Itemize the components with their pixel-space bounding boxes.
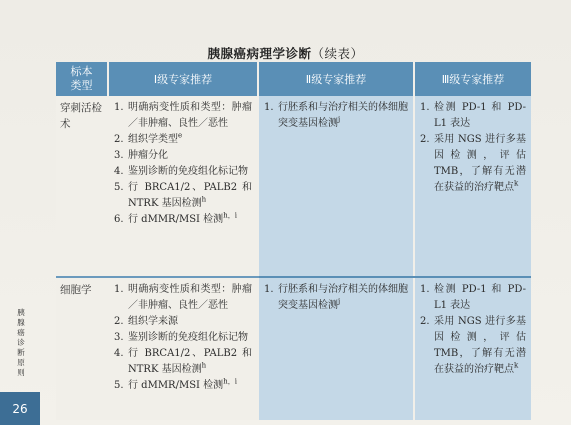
recommendation-item (114, 282, 252, 314)
item-text-body: 行 BRCA1/2、PALB2 和 NTRK 基因检测 (128, 182, 252, 209)
item-number: 1. (420, 102, 430, 113)
header-level1: Ⅰ级专家推荐 (108, 62, 258, 96)
item-text-body: 行胚系和与治疗相关的体细胞突变基因检测 (278, 102, 408, 129)
recommendation-item (114, 180, 252, 212)
item-text-body: 检测 PD-1 和 PD-L1 表达 (434, 102, 526, 129)
item-text-body: 采用 NGS 进行多基因检测，评估 TMB，了解有无潜在获益的治疗靶点 (434, 134, 526, 193)
table-title-main: 胰腺癌病理学诊断 (207, 46, 312, 61)
recommendation-item (114, 330, 252, 346)
item-text-body: 组织学来源 (128, 316, 178, 327)
item-text-body: 鉴别诊断的免疫组化标记物 (128, 332, 248, 343)
item-number: 2. (114, 316, 124, 327)
recommendation-item (114, 314, 252, 330)
table-row (56, 96, 531, 277)
level2-cell (258, 96, 414, 277)
item-number: 2. (420, 134, 430, 145)
footnote-marker: h (201, 195, 207, 204)
table-header-row (56, 62, 531, 96)
recommendation-list (420, 100, 526, 196)
item-text (434, 314, 526, 378)
table-title (0, 44, 571, 62)
item-text-body: 行 dMMR/MSI 检测 (128, 214, 224, 225)
recommendation-list (264, 282, 408, 314)
item-text-body: 鉴别诊断的免疫组化标记物 (128, 166, 248, 177)
item-text (434, 100, 526, 132)
item-number: 6. (114, 214, 124, 225)
item-text (434, 132, 526, 196)
recommendation-list (264, 100, 408, 132)
recommendation-item (114, 212, 252, 228)
item-number: 1. (264, 284, 274, 295)
recommendation-list (114, 282, 252, 394)
item-number: 2. (114, 134, 124, 145)
item-text-body: 检测 PD-1 和 PD-L1 表达 (434, 284, 526, 311)
item-number: 5. (114, 182, 124, 193)
table-title-suffix: （续表） (311, 46, 364, 61)
item-text (128, 378, 252, 394)
footnote-marker: h (201, 361, 207, 370)
item-number: 5. (114, 380, 124, 391)
recommendation-list (420, 282, 526, 378)
footnote-marker: h，i (223, 211, 237, 220)
recommendation-item (264, 100, 408, 132)
recommendation-item (114, 164, 252, 180)
item-text-body: 行 dMMR/MSI 检测 (128, 380, 224, 391)
footnote-marker: e (178, 131, 183, 140)
item-text (128, 282, 252, 314)
item-text (278, 282, 408, 314)
recommendation-item (420, 100, 526, 132)
recommendation-item (114, 148, 252, 164)
item-text-body: 行胚系和与治疗相关的体细胞突变基因检测 (278, 284, 408, 311)
header-level2: Ⅱ级专家推荐 (258, 62, 414, 96)
recommendation-item (114, 346, 252, 378)
item-text-body: 明确病变性质和类型：肿瘤／非肿瘤、良性／恶性 (128, 284, 252, 311)
item-number: 4. (114, 166, 124, 177)
recommendation-item (114, 100, 252, 132)
recommendation-list (114, 100, 252, 228)
header-level3: Ⅲ级专家推荐 (414, 62, 531, 96)
recommendation-item (114, 378, 252, 394)
item-text-body: 明确病变性质和类型：肿瘤／非肿瘤、良性／恶性 (128, 102, 252, 129)
item-text-body: 组织学类型 (128, 134, 178, 145)
recommendation-item (264, 282, 408, 314)
item-number: 2. (420, 316, 430, 327)
recommendation-item (420, 132, 526, 196)
item-text (128, 132, 252, 148)
item-text (128, 212, 252, 228)
footnote-marker: j (338, 297, 341, 306)
item-text (128, 164, 252, 180)
item-text (434, 282, 526, 314)
item-text-body: 肿瘤分化 (128, 150, 168, 161)
table-row (56, 277, 531, 420)
item-text (128, 148, 252, 164)
page-number: 26 (0, 392, 40, 425)
item-text (278, 100, 408, 132)
item-text (128, 314, 252, 330)
item-text (128, 346, 252, 378)
footnote-marker: j (338, 115, 341, 124)
item-number: 1. (114, 284, 124, 295)
item-text-body: 采用 NGS 进行多基因检测，评估 TMB，了解有无潜在获益的治疗靶点 (434, 316, 526, 375)
footnote-marker: k (514, 361, 519, 370)
item-text-body: 行 BRCA1/2、PALB2 和 NTRK 基因检测 (128, 348, 252, 375)
item-number: 1. (420, 284, 430, 295)
level3-cell (414, 96, 531, 277)
level2-cell (258, 277, 414, 420)
specimen-type-cell: 穿刺活检术 (56, 96, 108, 277)
level1-cell (108, 96, 258, 277)
footnote-marker: k (514, 179, 519, 188)
side-section-label: 胰腺癌诊断原则 (17, 308, 25, 377)
recommendation-item (420, 282, 526, 314)
item-number: 4. (114, 348, 124, 359)
item-number: 1. (114, 102, 124, 113)
header-specimen-type: 标本 类型 (56, 62, 108, 96)
level1-cell (108, 277, 258, 420)
recommendation-item (114, 132, 252, 148)
footnote-marker: h，i (223, 377, 237, 386)
specimen-type-cell: 细胞学 (56, 277, 108, 420)
item-number: 1. (264, 102, 274, 113)
item-number: 3. (114, 332, 124, 343)
pathology-diagnosis-table (56, 62, 531, 420)
item-text (128, 330, 252, 346)
item-text (128, 100, 252, 132)
item-text (128, 180, 252, 212)
recommendation-item (420, 314, 526, 378)
level3-cell (414, 277, 531, 420)
item-number: 3. (114, 150, 124, 161)
